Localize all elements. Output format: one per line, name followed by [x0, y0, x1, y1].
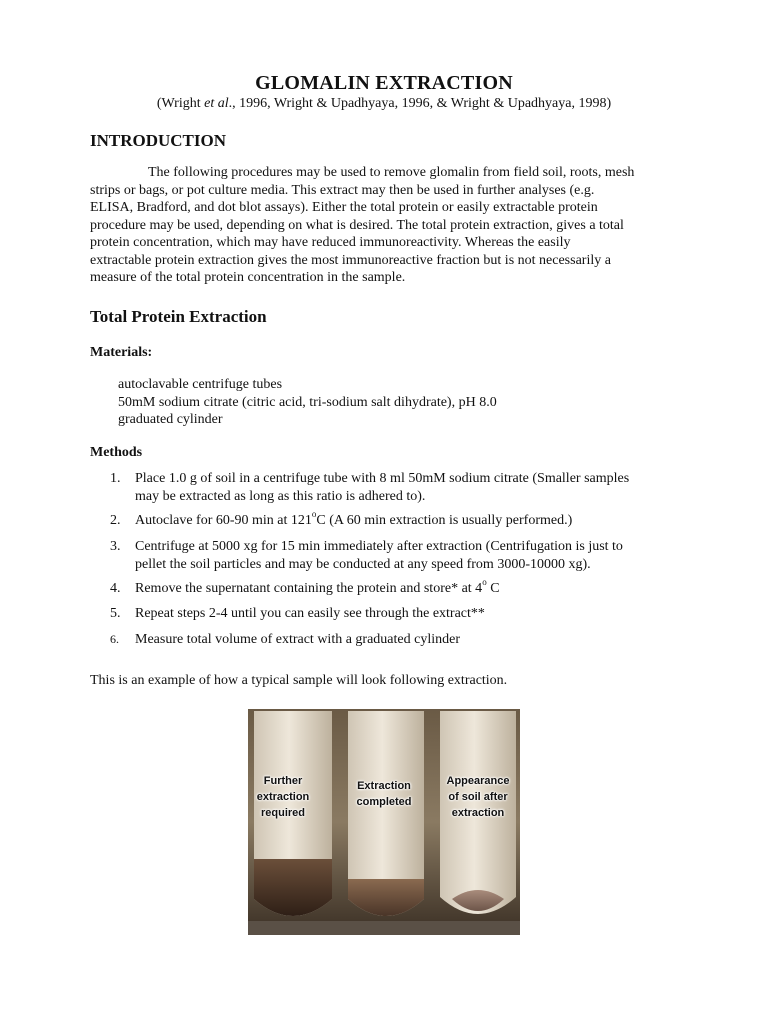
material-item: graduated cylinder	[118, 412, 223, 427]
extraction-photo-illustration	[248, 709, 520, 935]
step-text: Repeat steps 2-4 until you can easily see through the extract**	[135, 606, 485, 621]
citation	[0, 96, 768, 112]
degree-superscript: o	[482, 577, 487, 588]
step-text-part: C (A 60 min extraction is usually performed.)	[316, 513, 573, 528]
material-item: 50mM sodium citrate (citric acid, tri-sodium salt dihydrate), pH 8.0	[118, 394, 497, 410]
extraction-photo	[248, 709, 520, 935]
citation-before: (Wright	[156, 96, 205, 111]
step-text-part: C	[486, 581, 500, 596]
step-text	[135, 509, 680, 530]
intro-line: extractable protein extraction gives the most immunoreactive fraction but is not necessarily a	[90, 252, 611, 268]
photo-label-line: of soil after	[448, 791, 508, 803]
step-text-part: Remove the supernatant containing the protein and store* at 4	[135, 581, 483, 596]
intro-line: ELISA, Bradford, and dot blot assays). Either the total protein or easily extractable protein	[90, 200, 598, 215]
step-line: Place 1.0 g of soil in a centrifuge tube with 8 ml 50mM sodium citrate (Smaller samples	[135, 471, 630, 486]
intro-line: procedure may be used, depending on what is desired. The total protein extraction, gives a total	[90, 217, 624, 233]
material-item: autoclavable centrifuge tubes	[118, 377, 283, 392]
introduction-paragraph	[90, 164, 680, 287]
intro-line: strips or bags, or pot culture media. This extract may then be used in further analyses (e.g.	[90, 182, 595, 198]
step-line: Centrifuge at 5000 xg for 15 min immediately after extraction (Centrifugation is just to	[135, 539, 623, 554]
materials-list	[118, 376, 497, 429]
intro-line: measure of the total protein concentration in the sample.	[90, 270, 406, 285]
materials-heading: Materials:	[90, 345, 153, 360]
step-text-part: Autoclave for 60-90 min at 121	[135, 513, 312, 528]
example-caption: This is an example of how a typical sample will look following extraction.	[90, 673, 508, 688]
citation-after: ., 1996, Wright & Upadhyaya, 1996, & Wright & Upadhyaya, 1998)	[228, 96, 612, 111]
photo-label-middle	[348, 778, 420, 810]
step-line: pellet the soil particles and may be conducted at any speed from 3000-10000 xg).	[135, 556, 591, 572]
degree-superscript: o	[311, 509, 317, 520]
introduction-heading: INTRODUCTION	[90, 131, 227, 150]
intro-line: protein concentration, which may have reduced immunoreactivity. Whereas the easily	[90, 235, 571, 250]
methods-heading: Methods	[90, 445, 143, 460]
citation-italic: et al	[204, 96, 229, 111]
photo-label-line: Further	[263, 775, 303, 787]
step-number: 3.	[110, 539, 121, 554]
intro-line: The following procedures may be used to remove glomalin from field soil, roots, mesh	[148, 165, 635, 180]
step-number: 4.	[110, 581, 121, 596]
photo-label-left	[248, 773, 318, 821]
step-text	[135, 470, 680, 505]
total-protein-heading: Total Protein Extraction	[90, 307, 267, 326]
photo-label-line: completed	[356, 796, 412, 808]
photo-label-line: extraction	[451, 807, 505, 819]
photo-label-line: required	[260, 807, 305, 819]
page-title: GLOMALIN EXTRACTION	[255, 72, 513, 94]
step-number: 2.	[110, 513, 121, 528]
step-text	[135, 577, 680, 598]
step-number: 6.	[110, 632, 119, 646]
photo-label-line: Extraction	[357, 780, 411, 792]
photo-label-line: extraction	[256, 791, 310, 803]
photo-label-line: Appearance	[446, 775, 510, 787]
step-number: 1.	[110, 471, 121, 486]
step-line: may be extracted as long as this ratio is adhered to).	[135, 488, 426, 504]
step-text: Measure total volume of extract with a graduated cylinder	[135, 632, 460, 647]
photo-label-right	[438, 773, 518, 821]
step-text	[135, 538, 680, 573]
step-number: 5.	[110, 606, 121, 621]
